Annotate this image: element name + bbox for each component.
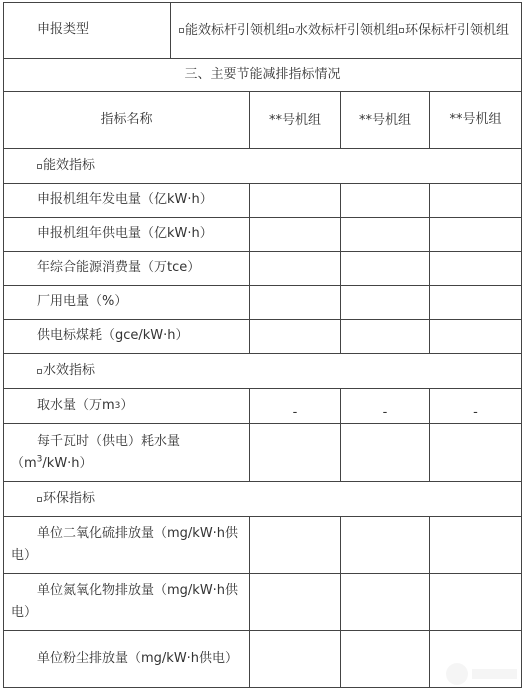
water-intake-label: 取水量（万m 3 ） <box>3 389 249 424</box>
energy-row-3-unit-1[interactable] <box>249 252 340 286</box>
energy-title: 能效指标 <box>43 157 96 173</box>
report-type-label: 申报类型 <box>3 2 170 59</box>
section-title: 三、主要节能减排指标情况 <box>3 59 522 92</box>
energy-row-4-label: 厂用电量（%） <box>3 286 249 320</box>
energy-row-1-label: 申报机组年发电量（亿kW·h） <box>3 184 249 218</box>
energy-checkbox[interactable] <box>37 164 42 169</box>
energy-row-3-label: 年综合能源消费量（万tce） <box>3 252 249 286</box>
energy-row-2-label: 申报机组年供电量（亿kW·h） <box>3 218 249 252</box>
option-water: 水效标杆引领机组 <box>295 23 400 38</box>
water-consumption-unit-3[interactable] <box>429 424 522 482</box>
report-type-row <box>3 2 522 59</box>
energy-row-3-unit-2[interactable] <box>340 252 429 286</box>
env-row-3-label: 单位粉尘排放量（mg/kW·h供电） <box>3 631 249 688</box>
water-intake-unit-3[interactable]: - <box>429 389 522 424</box>
env-row-3-unit-2[interactable] <box>340 631 429 688</box>
env-row-2-unit-3[interactable] <box>429 574 522 631</box>
env-row-1-label: 单位二氧化硫排放量（mg/kW·h供电） <box>3 517 249 574</box>
water-section-title <box>3 354 522 389</box>
checkbox-env[interactable] <box>399 28 404 33</box>
env-section-title <box>3 482 522 517</box>
water-intake-unit-1[interactable]: - <box>249 389 340 424</box>
header-unit-1: **号机组 <box>249 92 340 149</box>
header-indicator: 指标名称 <box>3 92 249 149</box>
env-row-2-label: 单位氮氧化物排放量（mg/kW·h供电） <box>3 574 249 631</box>
watermark-icon <box>442 659 522 689</box>
energy-row-5-label: 供电标煤耗（gce/kW·h） <box>3 320 249 354</box>
energy-row-4-unit-2[interactable] <box>340 286 429 320</box>
energy-row-1-unit-3[interactable] <box>429 184 522 218</box>
water-consumption-label: 每千瓦时（供电）耗水量 $(m^3/kW\cdot h)$ <box>3 424 249 482</box>
water-intake-unit-2[interactable]: - <box>340 389 429 424</box>
water-checkbox[interactable] <box>37 369 42 374</box>
water-title: 水效指标 <box>43 362 96 378</box>
water-consumption-unit-2[interactable] <box>340 424 429 482</box>
energy-row-5-unit-1[interactable] <box>249 320 340 354</box>
env-row-3-unit-1[interactable] <box>249 631 340 688</box>
env-row-1-unit-2[interactable] <box>340 517 429 574</box>
header-unit-3: **号机组 <box>429 92 522 149</box>
env-checkbox[interactable] <box>37 497 42 502</box>
energy-row-2-unit-2[interactable] <box>340 218 429 252</box>
env-title: 环保指标 <box>43 490 96 506</box>
env-row-2-unit-2[interactable] <box>340 574 429 631</box>
env-row-1-unit-3[interactable] <box>429 517 522 574</box>
env-row-1-unit-1[interactable] <box>249 517 340 574</box>
checkbox-energy[interactable] <box>179 28 184 33</box>
energy-row-1-unit-2[interactable] <box>340 184 429 218</box>
env-row-2-unit-1[interactable] <box>249 574 340 631</box>
checkbox-water[interactable] <box>289 28 294 33</box>
water-consumption-unit-1[interactable] <box>249 424 340 482</box>
energy-row-2-unit-1[interactable] <box>249 218 340 252</box>
option-env: 环保标杆引领机组 <box>405 23 510 38</box>
energy-row-5-unit-3[interactable] <box>429 320 522 354</box>
report-type-options <box>170 2 522 59</box>
energy-row-4-unit-3[interactable] <box>429 286 522 320</box>
energy-row-2-unit-3[interactable] <box>429 218 522 252</box>
energy-section-title <box>3 149 522 184</box>
option-energy: 能效标杆引领机组 <box>185 23 290 38</box>
energy-row-1-unit-1[interactable] <box>249 184 340 218</box>
energy-row-5-unit-2[interactable] <box>340 320 429 354</box>
energy-row-3-unit-3[interactable] <box>429 252 522 286</box>
energy-row-4-unit-1[interactable] <box>249 286 340 320</box>
header-unit-2: **号机组 <box>340 92 429 149</box>
